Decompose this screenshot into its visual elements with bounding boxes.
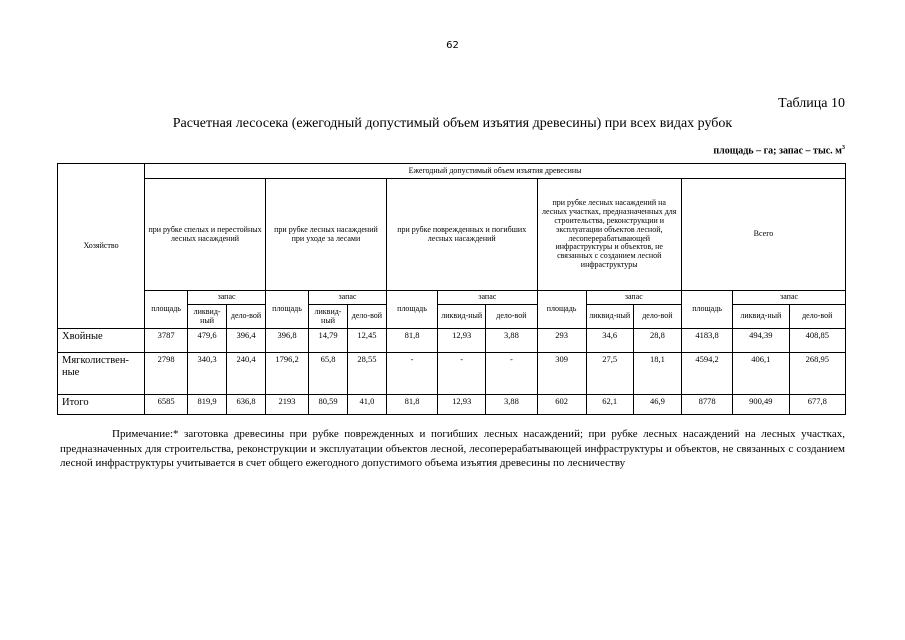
cell: 636,8 xyxy=(227,395,266,415)
cell: 396,4 xyxy=(227,329,266,353)
cell: 3787 xyxy=(145,329,188,353)
header-group-care: при рубке лесных насаждений при уходе за лесами xyxy=(266,179,387,291)
cell: 494,39 xyxy=(733,329,789,353)
header-stock: запас xyxy=(309,291,387,305)
cell: 240,4 xyxy=(227,353,266,395)
row-farm: Итого xyxy=(58,395,145,415)
header-stock: запас xyxy=(188,291,266,305)
cell: 80,59 xyxy=(309,395,348,415)
header-business: дело-вой xyxy=(227,305,266,329)
header-farm: Хозяйство xyxy=(58,164,145,329)
cell: 309 xyxy=(537,353,586,395)
header-group-total: Всего xyxy=(681,179,845,291)
header-group-damaged: при рубке поврежденных и погибших лесных насаждений xyxy=(386,179,537,291)
cell: 2193 xyxy=(266,395,309,415)
forest-cut-table xyxy=(57,163,846,415)
cell: 62,1 xyxy=(586,395,633,415)
header-area: площадь xyxy=(681,291,732,329)
cell: 41,0 xyxy=(347,395,386,415)
header-business: дело-вой xyxy=(633,305,681,329)
cell: 4183,8 xyxy=(681,329,732,353)
cell: 340,3 xyxy=(188,353,227,395)
header-row-top xyxy=(58,164,846,179)
header-area: площадь xyxy=(537,291,586,329)
header-liquid: ликвид-ный xyxy=(586,305,633,329)
cell: 46,9 xyxy=(633,395,681,415)
header-business: дело-вой xyxy=(789,305,845,329)
cell: 12,93 xyxy=(438,329,486,353)
header-stock: запас xyxy=(438,291,537,305)
header-group-construction: при рубке лесных насаждений на лесных участках, предназначенных для строительства, реконструкции и эксплуатации объектов лесной, лесоперерабатывающей инфраструктуры и объектов, не связанных с созданием лесной инфраструктуры xyxy=(537,179,681,291)
header-stock: запас xyxy=(586,291,681,305)
header-group-mature: при рубке спелых и перестойных лесных насаждений xyxy=(145,179,266,291)
cell: - xyxy=(438,353,486,395)
units-note xyxy=(713,145,845,156)
header-top: Ежегодный допустимый объем изъятия древесины xyxy=(145,164,846,179)
cell: 406,1 xyxy=(733,353,789,395)
cell: 27,5 xyxy=(586,353,633,395)
table-row xyxy=(58,395,846,415)
cell: 6585 xyxy=(145,395,188,415)
cell: 602 xyxy=(537,395,586,415)
table-row xyxy=(58,353,846,395)
cell: 900,49 xyxy=(733,395,789,415)
cell: 396,8 xyxy=(266,329,309,353)
units-text: площадь – га; запас – тыс. м xyxy=(713,145,842,157)
cell: 12,45 xyxy=(347,329,386,353)
table-label: Таблица 10 xyxy=(778,96,845,111)
cell: 677,8 xyxy=(789,395,845,415)
cell: 12,93 xyxy=(438,395,486,415)
cell: 479,6 xyxy=(188,329,227,353)
cell: 3,88 xyxy=(486,329,537,353)
header-row-stock xyxy=(58,291,846,305)
cell: 819,9 xyxy=(188,395,227,415)
header-area: площадь xyxy=(266,291,309,329)
cell: 81,8 xyxy=(386,395,437,415)
cell: 34,6 xyxy=(586,329,633,353)
row-farm: Мягколиствен-ные xyxy=(58,353,145,395)
units-superscript: 3 xyxy=(842,145,845,151)
header-stock: запас xyxy=(733,291,846,305)
cell: 408,85 xyxy=(789,329,845,353)
header-liquid: ликвид-ный xyxy=(309,305,348,329)
cell: 18,1 xyxy=(633,353,681,395)
table-note xyxy=(60,427,845,471)
header-liquid: ликвид-ный xyxy=(733,305,789,329)
cell: 2798 xyxy=(145,353,188,395)
page-title: Расчетная лесосека (ежегодный допустимый объем изъятия древесины) при всех видах рубок xyxy=(172,116,733,131)
cell: 14,79 xyxy=(309,329,348,353)
header-liquid: ликвид-ный xyxy=(438,305,486,329)
cell: 28,55 xyxy=(347,353,386,395)
cell: 268,95 xyxy=(789,353,845,395)
table-row xyxy=(58,329,846,353)
cell: 1796,2 xyxy=(266,353,309,395)
cell: 293 xyxy=(537,329,586,353)
cell: 65,8 xyxy=(309,353,348,395)
cell: 8778 xyxy=(681,395,732,415)
cell: 81,8 xyxy=(386,329,437,353)
header-row-groups xyxy=(58,179,846,291)
cell: 4594,2 xyxy=(681,353,732,395)
cell: 3,88 xyxy=(486,395,537,415)
header-area: площадь xyxy=(145,291,188,329)
note-text: Примечание:* заготовка древесины при рубке поврежденных и погибших лесных насаждений; при рубке лесных насаждений на лесных участках, предназначенных для строительства, реконструкции и эксплуатации объектов лесной, лесоперерабатывающей инфраструктуры и объектов, не связанных с созданием лесной инфраструктуры учитывается в счет общего ежегодного допустимого объема изъятия древесины по лесничеству xyxy=(60,428,845,470)
page-number: 62 xyxy=(446,40,459,51)
header-business: дело-вой xyxy=(347,305,386,329)
cell: - xyxy=(386,353,437,395)
cell: - xyxy=(486,353,537,395)
header-area: площадь xyxy=(386,291,437,329)
row-farm: Хвойные xyxy=(58,329,145,353)
header-business: дело-вой xyxy=(486,305,537,329)
header-liquid: ликвид-ный xyxy=(188,305,227,329)
cell: 28,8 xyxy=(633,329,681,353)
